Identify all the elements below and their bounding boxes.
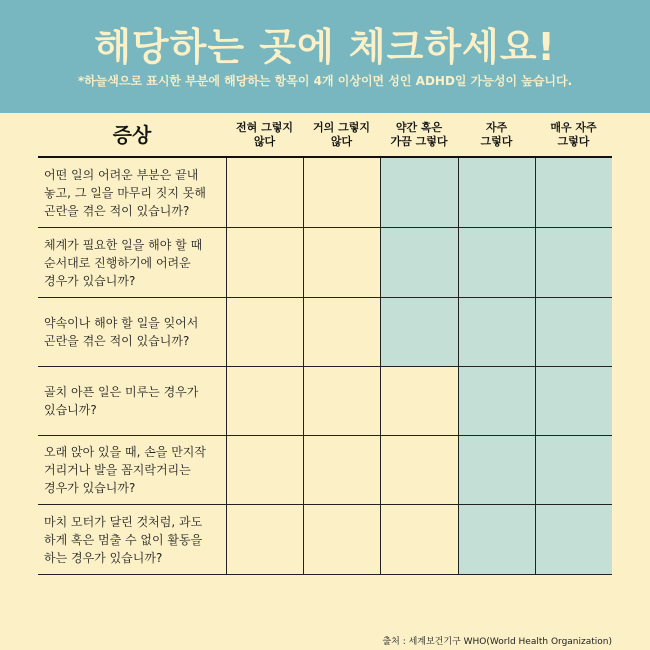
check-cell-sometimes[interactable] — [380, 367, 458, 435]
symptom-checklist-table — [38, 113, 612, 575]
check-cell-very-often[interactable] — [535, 436, 612, 504]
option-header-line: 가끔 그렇다 — [390, 135, 448, 148]
symptom-question-line: 경우가 있습니까? — [44, 481, 136, 495]
check-cell-very-often[interactable] — [535, 228, 612, 297]
symptom-question — [44, 228, 224, 297]
option-header-never — [226, 121, 303, 149]
page-title: 해당하는 곳에 체크하세요! — [94, 25, 556, 69]
symptom-question-line: 체계가 필요한 일을 해야 할 때 — [44, 237, 203, 252]
check-cell-rarely[interactable] — [303, 228, 380, 297]
check-cell-never[interactable] — [226, 228, 303, 297]
table-row — [38, 367, 612, 436]
symptom-question — [44, 505, 224, 574]
check-cell-rarely[interactable] — [303, 436, 380, 504]
table-row — [38, 228, 612, 298]
symptom-question — [44, 158, 224, 227]
check-cell-often[interactable] — [458, 505, 535, 574]
symptom-question-line: 오래 앉아 있을 때, 손을 만지작 — [44, 445, 206, 459]
symptom-question-line: 어떤 일의 어려운 부분은 끝내 — [44, 167, 199, 182]
check-cell-very-often[interactable] — [535, 367, 612, 435]
check-cell-often[interactable] — [458, 228, 535, 297]
check-cell-sometimes[interactable] — [380, 158, 458, 227]
symptom-question-line: 하게 혹은 멈출 수 없이 활동을 — [44, 532, 203, 547]
symptom-question-line: 놓고, 그 일을 마무리 짓지 못해 — [44, 185, 206, 200]
symptom-question-line: 곤란을 겪은 적이 있습니까? — [44, 334, 190, 348]
check-cell-very-often[interactable] — [535, 505, 612, 574]
option-header-very-often — [535, 121, 612, 149]
check-cell-often[interactable] — [458, 436, 535, 504]
option-header-line: 않다 — [253, 135, 276, 148]
symptom-question-line: 거리거나 발을 꼼지락거리는 — [44, 463, 191, 477]
symptom-column-header: 증상 — [112, 123, 152, 147]
option-header-line: 전혀 그렇지 — [236, 121, 293, 134]
check-cell-often[interactable] — [458, 298, 535, 366]
table-row — [38, 298, 612, 367]
check-cell-often[interactable] — [458, 158, 535, 227]
check-cell-never[interactable] — [226, 158, 303, 227]
check-cell-often[interactable] — [458, 367, 535, 435]
check-cell-sometimes[interactable] — [380, 436, 458, 504]
option-header-line: 거의 그렇지 — [313, 121, 370, 134]
source-credit: 출처 : 세계보건기구 WHO(World Health Organization) — [382, 637, 612, 647]
check-cell-sometimes[interactable] — [380, 298, 458, 366]
symptom-question — [44, 298, 224, 366]
symptom-question-line: 약속이나 해야 할 일을 잊어서 — [44, 316, 199, 330]
option-header-often — [458, 121, 535, 149]
check-cell-sometimes[interactable] — [380, 505, 458, 574]
symptom-question-line: 골치 아픈 일은 미루는 경우가 — [44, 385, 199, 399]
table-body — [38, 158, 612, 575]
check-cell-rarely[interactable] — [303, 158, 380, 227]
table-row — [38, 436, 612, 505]
symptom-question — [44, 367, 224, 435]
check-cell-never[interactable] — [226, 505, 303, 574]
check-cell-sometimes[interactable] — [380, 228, 458, 297]
page-subtitle: *하늘색으로 표시한 부분에 해당하는 항목이 4개 이상이면 성인 ADHD일 가능성이 높습니다. — [77, 74, 573, 88]
table-row — [38, 505, 612, 575]
option-header-line: 매우 자주 — [550, 121, 597, 134]
header-banner — [0, 0, 650, 113]
option-header-line: 자주 — [485, 121, 508, 134]
symptom-question-line: 하는 경우가 있습니까? — [44, 550, 163, 565]
option-header-rarely — [303, 121, 380, 149]
check-cell-never[interactable] — [226, 298, 303, 366]
symptom-question-line: 곤란을 겪은 적이 있습니까? — [44, 203, 190, 218]
check-cell-very-often[interactable] — [535, 158, 612, 227]
symptom-question-line: 순서대로 진행하기에 어려운 — [44, 255, 191, 270]
symptom-question-line: 경우가 있습니까? — [44, 273, 136, 288]
table-row — [38, 158, 612, 228]
check-cell-never[interactable] — [226, 436, 303, 504]
option-header-line: 그렇다 — [557, 135, 590, 148]
option-header-line: 약간 혹은 — [395, 121, 443, 134]
check-cell-rarely[interactable] — [303, 298, 380, 366]
option-header-sometimes — [380, 121, 458, 149]
check-cell-rarely[interactable] — [303, 367, 380, 435]
check-cell-rarely[interactable] — [303, 505, 380, 574]
symptom-question-line: 있습니까? — [44, 403, 97, 417]
option-header-line: 그렇다 — [480, 135, 513, 148]
check-cell-very-often[interactable] — [535, 298, 612, 366]
symptom-question-line: 마치 모터가 달린 것처럼, 과도 — [44, 514, 203, 529]
table-header — [38, 113, 612, 158]
option-header-line: 않다 — [330, 135, 353, 148]
symptom-question — [44, 436, 224, 504]
check-cell-never[interactable] — [226, 367, 303, 435]
